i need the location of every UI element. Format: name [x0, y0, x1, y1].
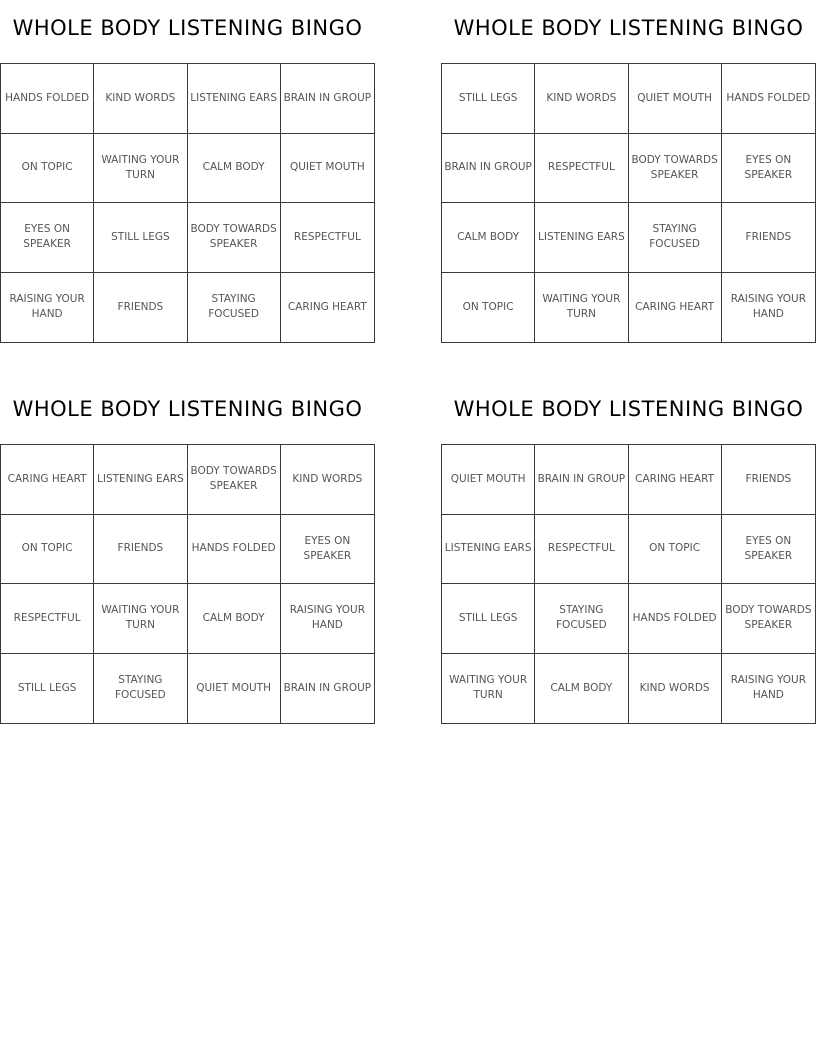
- bingo-cell: STAYING FOCUSED: [629, 203, 722, 273]
- bingo-cell: BRAIN IN GROUP: [281, 64, 374, 134]
- bingo-cell: EYES ON SPEAKER: [722, 134, 815, 204]
- bingo-cell: STILL LEGS: [442, 584, 535, 654]
- bingo-cell: STILL LEGS: [1, 654, 94, 724]
- bingo-cell: STAYING FOCUSED: [94, 654, 187, 724]
- bingo-cell: BODY TOWARDS SPEAKER: [188, 203, 281, 273]
- bingo-cell: BRAIN IN GROUP: [283, 681, 372, 694]
- bingo-cell: RESPECTFUL: [1, 584, 94, 654]
- bingo-cell: KIND WORDS: [94, 64, 187, 134]
- bingo-cell: RAISING YOUR HAND: [730, 293, 807, 321]
- bingo-cell: STAYING FOCUSED: [535, 584, 628, 654]
- bingo-cell: BODY TOWARDS SPEAKER: [188, 445, 281, 515]
- bingo-cell: CARING HEART: [629, 273, 722, 343]
- bingo-cell: ON TOPIC: [1, 515, 94, 585]
- bingo-cell: ON TOPIC: [629, 515, 722, 585]
- bingo-cell: QUIET MOUTH: [188, 654, 281, 724]
- bingo-grid: [0, 444, 375, 724]
- bingo-cell: LISTENING EARS: [94, 445, 187, 515]
- bingo-cell: KIND WORDS: [281, 445, 374, 515]
- bingo-grid: [0, 63, 375, 343]
- bingo-cell: CARING HEART: [1, 445, 94, 515]
- bingo-cell: CARING HEART: [287, 300, 367, 313]
- bingo-cell: QUIET MOUTH: [629, 64, 722, 134]
- bingo-cell: EYES ON SPEAKER: [722, 515, 815, 585]
- bingo-cell: BRAIN IN GROUP: [442, 134, 535, 204]
- bingo-cell: CALM BODY: [442, 203, 535, 273]
- bingo-cell: RAISING YOUR HAND: [730, 674, 807, 702]
- bingo-cell: CALM BODY: [188, 134, 281, 204]
- bingo-cell: LISTENING EARS: [442, 515, 535, 585]
- bingo-cell: WAITING YOUR TURN: [442, 654, 535, 724]
- bingo-cell: HANDS FOLDED: [722, 64, 815, 134]
- bingo-grid: [441, 444, 816, 724]
- bingo-cell: RESPECTFUL: [535, 515, 628, 585]
- bingo-cell: LISTENING EARS: [188, 64, 281, 134]
- bingo-cell: ON TOPIC: [1, 134, 94, 204]
- bingo-cell: STILL LEGS: [442, 64, 535, 134]
- bingo-cell: HANDS FOLDED: [629, 584, 722, 654]
- bingo-cell: HANDS FOLDED: [1, 64, 94, 134]
- bingo-cell: RESPECTFUL: [281, 203, 374, 273]
- bingo-cell: STAYING FOCUSED: [188, 273, 281, 343]
- bingo-cell: CALM BODY: [188, 584, 281, 654]
- bingo-cell: KIND WORDS: [535, 64, 628, 134]
- bingo-cell: QUIET MOUTH: [442, 445, 535, 515]
- bingo-cell: BRAIN IN GROUP: [535, 445, 628, 515]
- bingo-cell: RAISING YOUR HAND: [281, 584, 374, 654]
- bingo-cell: RESPECTFUL: [535, 134, 628, 204]
- bingo-cell: ON TOPIC: [442, 273, 535, 343]
- bingo-cell: QUIET MOUTH: [281, 134, 374, 204]
- bingo-cell: LISTENING EARS: [535, 203, 628, 273]
- bingo-cell: WAITING YOUR TURN: [94, 134, 187, 204]
- card-title: WHOLE BODY LISTENING BINGO: [453, 16, 804, 40]
- bingo-grid: [441, 63, 816, 343]
- bingo-cell: STILL LEGS: [94, 203, 187, 273]
- card-title: WHOLE BODY LISTENING BINGO: [12, 397, 363, 421]
- bingo-cell: WAITING YOUR TURN: [535, 273, 628, 343]
- bingo-cell: RAISING YOUR HAND: [1, 273, 94, 343]
- card-title: WHOLE BODY LISTENING BINGO: [453, 397, 804, 421]
- bingo-cell: EYES ON SPEAKER: [1, 203, 94, 273]
- bingo-cell: WAITING YOUR TURN: [94, 584, 187, 654]
- bingo-cell: KIND WORDS: [629, 654, 722, 724]
- bingo-cell: CARING HEART: [629, 445, 722, 515]
- bingo-cell: FRIENDS: [722, 445, 815, 515]
- bingo-cell: CALM BODY: [535, 654, 628, 724]
- bingo-cell: BODY TOWARDS SPEAKER: [722, 584, 815, 654]
- bingo-cell: HANDS FOLDED: [188, 515, 281, 585]
- card-title: WHOLE BODY LISTENING BINGO: [12, 16, 363, 40]
- bingo-cell: EYES ON SPEAKER: [281, 515, 374, 585]
- bingo-cell: FRIENDS: [722, 203, 815, 273]
- bingo-cell: FRIENDS: [94, 273, 187, 343]
- bingo-cell: FRIENDS: [94, 515, 187, 585]
- bingo-cell: BODY TOWARDS SPEAKER: [629, 134, 722, 204]
